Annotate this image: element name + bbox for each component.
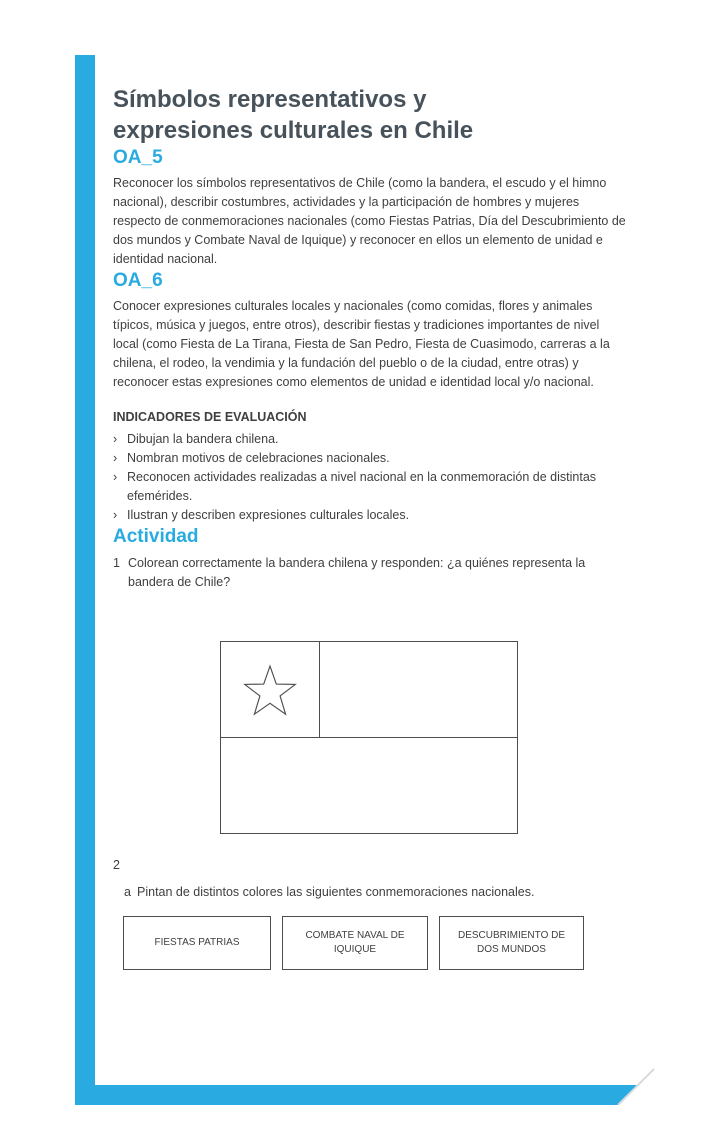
bullet-marker: ›	[113, 432, 118, 446]
item-2a-letter: a	[124, 885, 131, 899]
accent-bottom-bar	[75, 1085, 638, 1105]
commemoration-box-combate-naval	[282, 916, 428, 970]
activity-item-2-number: 2	[113, 858, 120, 872]
flag-top-field	[320, 642, 517, 737]
oa5-heading: OA_5	[113, 147, 163, 168]
indicator-item	[113, 430, 627, 449]
page-title-line-1: Símbolos representativos y	[113, 86, 427, 113]
oa6-description: Conocer expresiones culturales locales y nacionales (como comidas, flores y animales típicos, música y juegos, entre otros), describir fiestas y tradiciones importantes de nivel local (como Fiesta de La Tirana, Fiesta de San Pedro, Fiesta de Cuasimodo, carreras a la chilena, el rodeo, la vendimia y la fundación del pueblo o de la ciudad, entre otras) y reconocer estas expresiones como elementos de unidad e identidad local y/o nacional.	[113, 299, 610, 389]
page-title	[113, 84, 627, 146]
indicator-item	[113, 506, 627, 525]
chile-flag-outline	[220, 641, 518, 834]
item-1-number: 1	[113, 556, 120, 570]
flag-top-row	[221, 642, 517, 738]
activity-heading: Actividad	[113, 526, 199, 547]
page-content	[113, 84, 627, 970]
indicator-text: Ilustran y describen expresiones culturales locales.	[127, 508, 410, 522]
bullet-marker: ›	[113, 470, 118, 484]
box-label: FIESTAS PATRIAS	[154, 937, 240, 948]
commemoration-box-descubrimiento	[439, 916, 584, 970]
page-title-line-2: expresiones culturales en Chile	[113, 117, 474, 144]
activity-item-1	[113, 554, 627, 592]
indicator-text: Reconocen actividades realizadas a nivel nacional en la conmemoración de distintas efemérides.	[127, 470, 597, 503]
item-1-text: Colorean correctamente la bandera chilena y responden: ¿a quiénes representa la bandera de Chile?	[128, 556, 586, 589]
indicator-item	[113, 449, 627, 468]
accent-left-bar	[75, 55, 95, 1105]
star-icon	[239, 659, 301, 721]
bullet-marker: ›	[113, 451, 118, 465]
activity-item-2a	[124, 883, 627, 902]
item-2a-text: Pintan de distintos colores las siguientes conmemoraciones nacionales.	[137, 885, 535, 899]
commemoration-boxes	[123, 916, 627, 970]
box-label: DESCUBRIMIENTO DE DOS MUNDOS	[457, 930, 566, 955]
oa5-description: Reconocer los símbolos representativos de Chile (como la bandera, el escudo y el himno nacional), describir costumbres, actividades y la participación de hombres y mujeres respecto de conmemoraciones nacionales (como Fiestas Patrias, Día del Descubrimiento de dos mundos y Combate Naval de Iquique) y reconocer en ellos un elemento de unidad e identidad nacional.	[113, 176, 626, 266]
flag-canton	[221, 642, 320, 737]
flag-bottom-field	[221, 738, 517, 834]
indicators-list	[113, 430, 627, 525]
indicator-item	[113, 468, 627, 506]
indicators-heading: INDICADORES DE EVALUACIÓN	[113, 410, 307, 424]
commemoration-box-fiestas-patrias	[123, 916, 271, 970]
oa6-heading: OA_6	[113, 270, 163, 291]
indicator-text: Dibujan la bandera chilena.	[127, 432, 279, 446]
indicator-text: Nombran motivos de celebraciones nacionales.	[127, 451, 390, 465]
bullet-marker: ›	[113, 508, 118, 522]
box-label: COMBATE NAVAL DE IQUIQUE	[305, 930, 405, 955]
